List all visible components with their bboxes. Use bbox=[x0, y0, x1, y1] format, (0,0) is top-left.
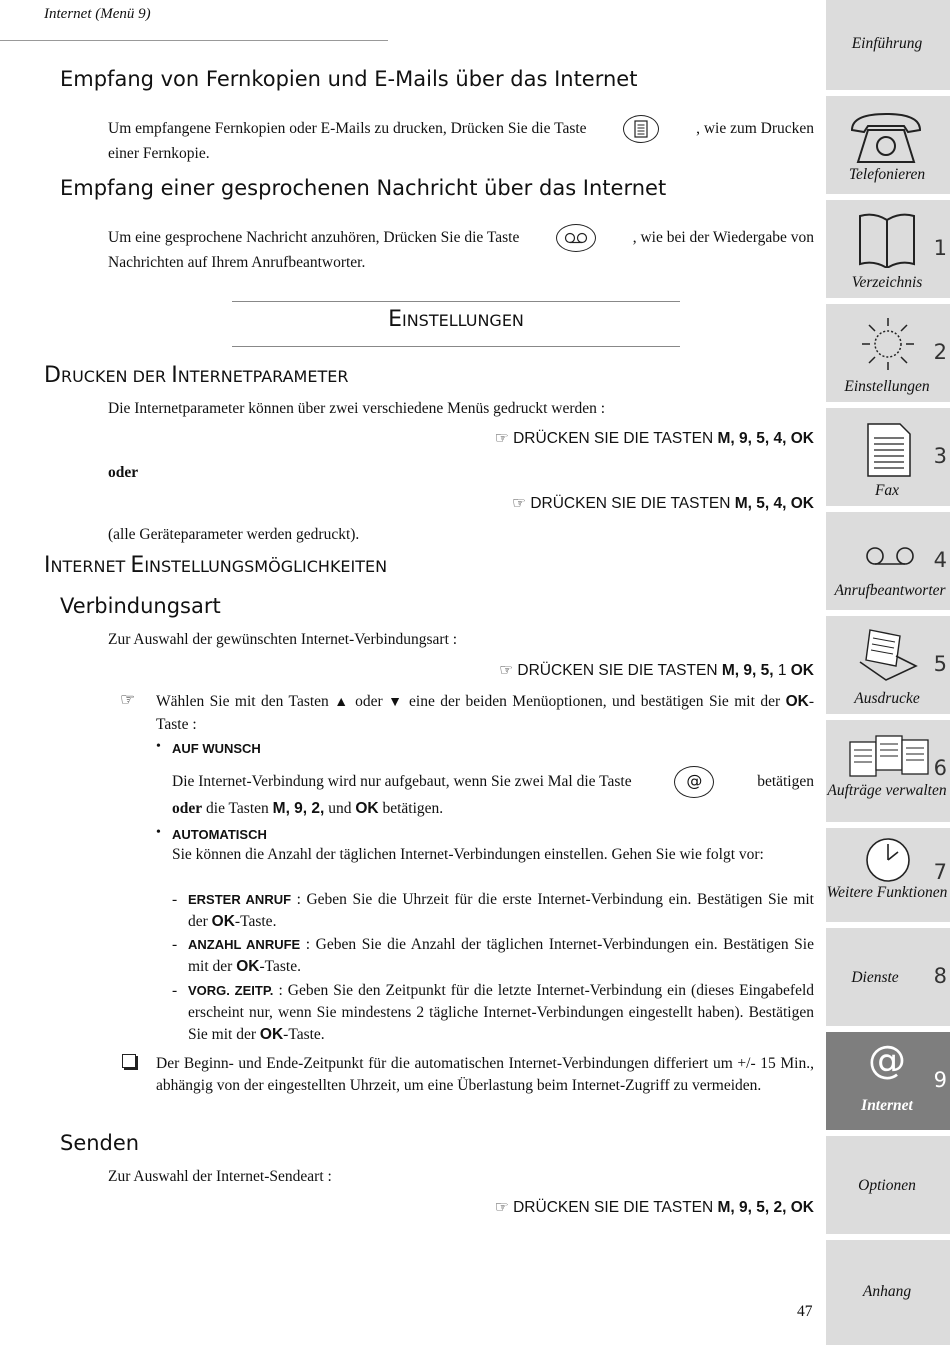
section2-text-line2: Nachrichten auf Ihrem Anrufbeantworter. bbox=[108, 254, 366, 271]
sub-call-count: ANZAHL ANRUFE : Geben Sie die Anzahl der täglichen Internet-Verbindungen ein. Bestätigen Sie mit der OK-Taste. bbox=[188, 936, 814, 975]
bullet-icon: • bbox=[156, 739, 161, 754]
answering-machine-icon bbox=[862, 546, 918, 568]
documents-stack-icon bbox=[848, 730, 930, 780]
press-instruction-4: ☞ DRÜCKEN SIE DIE TASTEN M, 9, 5, 2, OK bbox=[494, 1199, 814, 1216]
internet-settings-heading: INTERNET EINSTELLUNGSMÖGLICHKEITEN bbox=[44, 553, 388, 578]
select-option-step: Wählen Sie mit den Tasten ▲ oder ▼ eine der beiden Menüoptionen, und bestätigen Sie mit der OK-Taste : bbox=[156, 693, 815, 733]
telephone-icon bbox=[846, 108, 926, 166]
section1-text-b: , wie zum Drucken bbox=[696, 120, 814, 137]
pointing-hand-icon: ☞ bbox=[512, 495, 531, 512]
sidebar-tab-dienste[interactable]: Dienste 8 bbox=[826, 928, 950, 1026]
sidebar-tab-weitere-funktionen[interactable]: Weitere Funktionen 7 bbox=[826, 828, 950, 922]
dash-marker: - bbox=[172, 891, 178, 908]
sidebar-tab-ausdrucke[interactable]: Ausdrucke 5 bbox=[826, 616, 950, 714]
sidebar-tab-anrufbeantworter[interactable]: Anrufbeantworter 4 bbox=[826, 512, 950, 610]
clock-icon bbox=[864, 836, 912, 884]
sun-icon bbox=[860, 316, 916, 372]
page-number: 47 bbox=[797, 1303, 813, 1320]
section2-text-b: , wie bei der Wiedergabe von bbox=[632, 229, 814, 246]
connection-type-intro: Zur Auswahl der gewünschten Internet-Verbindungsart : bbox=[108, 631, 458, 648]
dash-marker: - bbox=[172, 982, 178, 999]
sidebar-tab-auftraege[interactable]: Aufträge verwalten 6 bbox=[826, 720, 950, 822]
pointing-hand-icon: ☞ bbox=[120, 690, 136, 709]
press-instruction-3: ☞ DRÜCKEN SIE DIE TASTEN M, 9, 5, 1 OK bbox=[499, 662, 814, 679]
pointing-hand-icon: ☞ bbox=[494, 1199, 514, 1216]
arrow-up-icon: ▲ bbox=[334, 695, 350, 710]
send-intro: Zur Auswahl der Internet-Sendeart : bbox=[108, 1168, 332, 1185]
sidebar-tab-optionen[interactable]: Optionen bbox=[826, 1136, 950, 1234]
book-icon bbox=[856, 210, 918, 268]
sub-last-time: VORG. ZEITP. : Geben Sie den Zeitpunkt für die letzte Internet-Verbindung ein (dieses Eingabefeld erscheint nur, wenn Sie mindestens 2 tägliche Internet-Verbindungen eingestellt haben). Bestätigen Sie mit der OK-Taste. bbox=[188, 982, 815, 1043]
auto-connection-note: Der Beginn- und Ende-Zeitpunkt für die automatischen Internet-Verbindungen differiert um +/- 15 Min., abhängig von der eingestellten Uhrzeit, um eine Überlastung beim Internet-Zugriff zu vermeiden. bbox=[156, 1055, 814, 1094]
printout-icon bbox=[856, 626, 920, 686]
settings-heading: EINSTELLUNGEN bbox=[388, 307, 524, 332]
connection-type-heading: Verbindungsart bbox=[60, 594, 221, 618]
at-icon: @ bbox=[868, 1038, 906, 1082]
option-automatic-text: Sie können die Anzahl der täglichen Internet-Verbindungen einstellen. Gehen Sie wie folgt vor: bbox=[172, 846, 764, 863]
playback-key-icon bbox=[556, 224, 596, 252]
section1-text-a: Um empfangene Fernkopien oder E-Mails zu drucken, Drücken Sie die Taste bbox=[108, 120, 587, 137]
sidebar-tab-fax[interactable]: Fax 3 bbox=[826, 408, 950, 506]
pointing-hand-icon: ☞ bbox=[494, 430, 514, 447]
send-heading: Senden bbox=[60, 1131, 140, 1155]
document-icon bbox=[866, 422, 912, 478]
section2-text-a: Um eine gesprochene Nachricht anzuhören, Drücken Sie die Taste bbox=[108, 229, 520, 246]
sub-first-call: ERSTER ANRUF : Geben Sie die Uhrzeit für die erste Internet-Verbindung ein. Bestätigen Sie mit der OK-Taste. bbox=[188, 891, 814, 930]
sidebar-tab-verzeichnis[interactable]: Verzeichnis 1 bbox=[826, 200, 950, 298]
pointing-hand-icon: ☞ bbox=[499, 662, 518, 679]
arrow-down-icon: ▼ bbox=[388, 695, 404, 710]
sidebar-tab-einstellungen[interactable]: Einstellungen 2 bbox=[826, 304, 950, 402]
at-key-icon: @ bbox=[674, 766, 714, 798]
settings-rule-top bbox=[232, 301, 680, 302]
section1-text-line2: einer Fernkopie. bbox=[108, 145, 210, 162]
section1-paragraph bbox=[108, 115, 814, 165]
sidebar-tab-anhang[interactable]: Anhang bbox=[826, 1240, 950, 1345]
section-title-voice-message: Empfang einer gesprochenen Nachricht über das Internet bbox=[60, 176, 667, 200]
sidebar-tab-internet[interactable]: @ Internet 9 bbox=[826, 1032, 950, 1130]
print-params-note: (alle Geräteparameter werden gedruckt). bbox=[108, 526, 360, 543]
print-params-heading: DRUCKEN DER INTERNETPARAMETER bbox=[44, 363, 349, 388]
option-on-demand-text: Die Internet-Verbindung wird nur aufgebaut, wenn Sie zwei Mal die Taste @ betätigen oder die Tasten M, 9, 2, und OK betätigen. bbox=[172, 766, 814, 820]
note-checkbox-icon bbox=[122, 1054, 136, 1068]
option-automatic-label: AUTOMATISCH bbox=[172, 827, 267, 842]
press-instruction-1: ☞ DRÜCKEN SIE DIE TASTEN M, 9, 5, 4, OK bbox=[494, 430, 814, 447]
section2-paragraph bbox=[108, 224, 814, 274]
print-params-intro: Die Internetparameter können über zwei verschiedene Menüs gedruckt werden : bbox=[108, 400, 606, 417]
sidebar-tab-telefonieren[interactable]: Telefonieren bbox=[826, 96, 950, 194]
sidebar-tab-einfuehrung[interactable]: Einführung bbox=[826, 0, 950, 90]
settings-rule-bottom bbox=[232, 346, 680, 347]
header-rule bbox=[0, 40, 388, 41]
bullet-icon: • bbox=[156, 825, 161, 840]
running-header: Internet (Menü 9) bbox=[44, 6, 151, 22]
oder-label: oder bbox=[108, 464, 139, 481]
dash-marker: - bbox=[172, 936, 178, 953]
option-on-demand-label: AUF WUNSCH bbox=[172, 741, 261, 756]
press-instruction-2: ☞ DRÜCKEN SIE DIE TASTEN M, 5, 4, OK bbox=[512, 495, 814, 512]
section-title-fax-email: Empfang von Fernkopien und E-Mails über das Internet bbox=[60, 67, 638, 91]
print-key-icon bbox=[623, 115, 659, 143]
chapter-sidebar bbox=[826, 0, 950, 1345]
